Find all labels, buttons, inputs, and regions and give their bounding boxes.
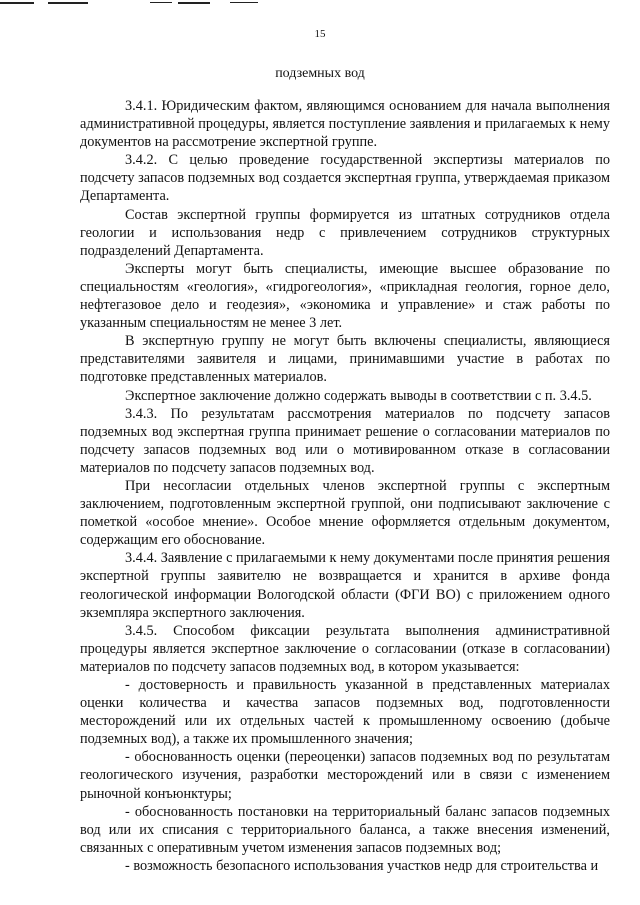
paragraph-exclusions: В экспертную группу не могут быть включены специалисты, являющиеся представителями заявителя и лицами, принимавшими участие в работах по подготовке представленных материалов. xyxy=(80,333,610,386)
document-body xyxy=(80,97,610,875)
paragraph-3-4-1: 3.4.1. Юридическим фактом, являющимся основанием для начала выполнения административной процедуры, является поступление заявления и прилагаемых к нему документов на рассмотрение экспертной группе. xyxy=(80,98,610,151)
list-item-reliability: - достоверность и правильность указанной в представленных материалах оценки количества и качества запасов подземных вод, подготовленности месторождений или их отдельных частей к промышленному освоению (добыче подземных вод), а также их промышленного значения; xyxy=(80,677,610,748)
paragraph-dissenting-opinion: При несогласии отдельных членов экспертной группы с экспертным заключением, подготовленным экспертной группой, они подписывают заключение с пометкой «особое мнение». Особое мнение оформляется отдельным документом, содержащим его обоснование. xyxy=(80,477,610,549)
list-item-safe-use: - возможность безопасного использования участков недр для строительства и xyxy=(125,857,599,874)
paragraph-group-composition: Состав экспертной группы формируется из штатных сотрудников отдела геологии и использования недр с привлечением сотрудников структурных подразделений Департамента. xyxy=(80,206,610,259)
list-item-balance-registration: - обоснованность постановки на территориальный баланс запасов подземных вод или их списания с территориального баланса, а также внесения изменений, связанных с оперативным учетом изменения запасов подземных вод; xyxy=(80,803,610,856)
paragraph-3-4-4: 3.4.4. Заявление с прилагаемыми к нему документами после принятия решения экспертной группы заявителю не возвращается и хранится в архиве фонда геологической информации Вологодской области (ФГИ ВО) с приложением одного экземпляра экспертного заключения. xyxy=(80,550,610,621)
page-number: 15 xyxy=(314,28,326,40)
paragraph-3-4-2: 3.4.2. С целью проведение государственной экспертизы материалов по подсчету запасов подземных вод создается экспертная группа, утверждаемая приказом Департамента. xyxy=(80,152,610,205)
paragraph-conclusion-content: Экспертное заключение должно содержать выводы в соответствии с п. 3.4.5. xyxy=(125,387,592,404)
scan-artifact-line xyxy=(230,2,258,3)
paragraph-expert-qualifications: Эксперты могут быть специалисты, имеющие высшее образование по специальностям «геология», «гидрогеология», «прикладная геология, горное дело, нефтегазовое дело и геодезия», «экономика и управление» и стаж работы по указанным специальностям не менее 3 лет. xyxy=(80,260,610,332)
scan-artifact-line xyxy=(48,2,88,4)
section-title: подземных вод xyxy=(275,66,365,81)
scan-artifact-line xyxy=(178,2,210,4)
paragraph-3-4-3: 3.4.3. По результатам рассмотрения материалов по подсчету запасов подземных вод экспертная группа принимает решение о согласовании материалов по подсчету запасов подземных вод или о мотивированном отказе в согласовании материалов по подсчету запасов подземных вод. xyxy=(80,405,610,476)
list-item-validity-of-assessment: - обоснованность оценки (переоценки) запасов подземных вод по результатам геологического изучения, разработки месторождений или в связи с изменением рыночной конъюнктуры; xyxy=(80,749,610,802)
paragraph-3-4-5: 3.4.5. Способом фиксации результата выполнения административной процедуры является экспертное заключение о согласовании (отказе в согласовании) материалов по подсчету запасов подземных вод, в котором указывается: xyxy=(80,622,610,675)
scan-artifact-line xyxy=(150,2,172,3)
scan-artifact-line xyxy=(0,2,34,4)
